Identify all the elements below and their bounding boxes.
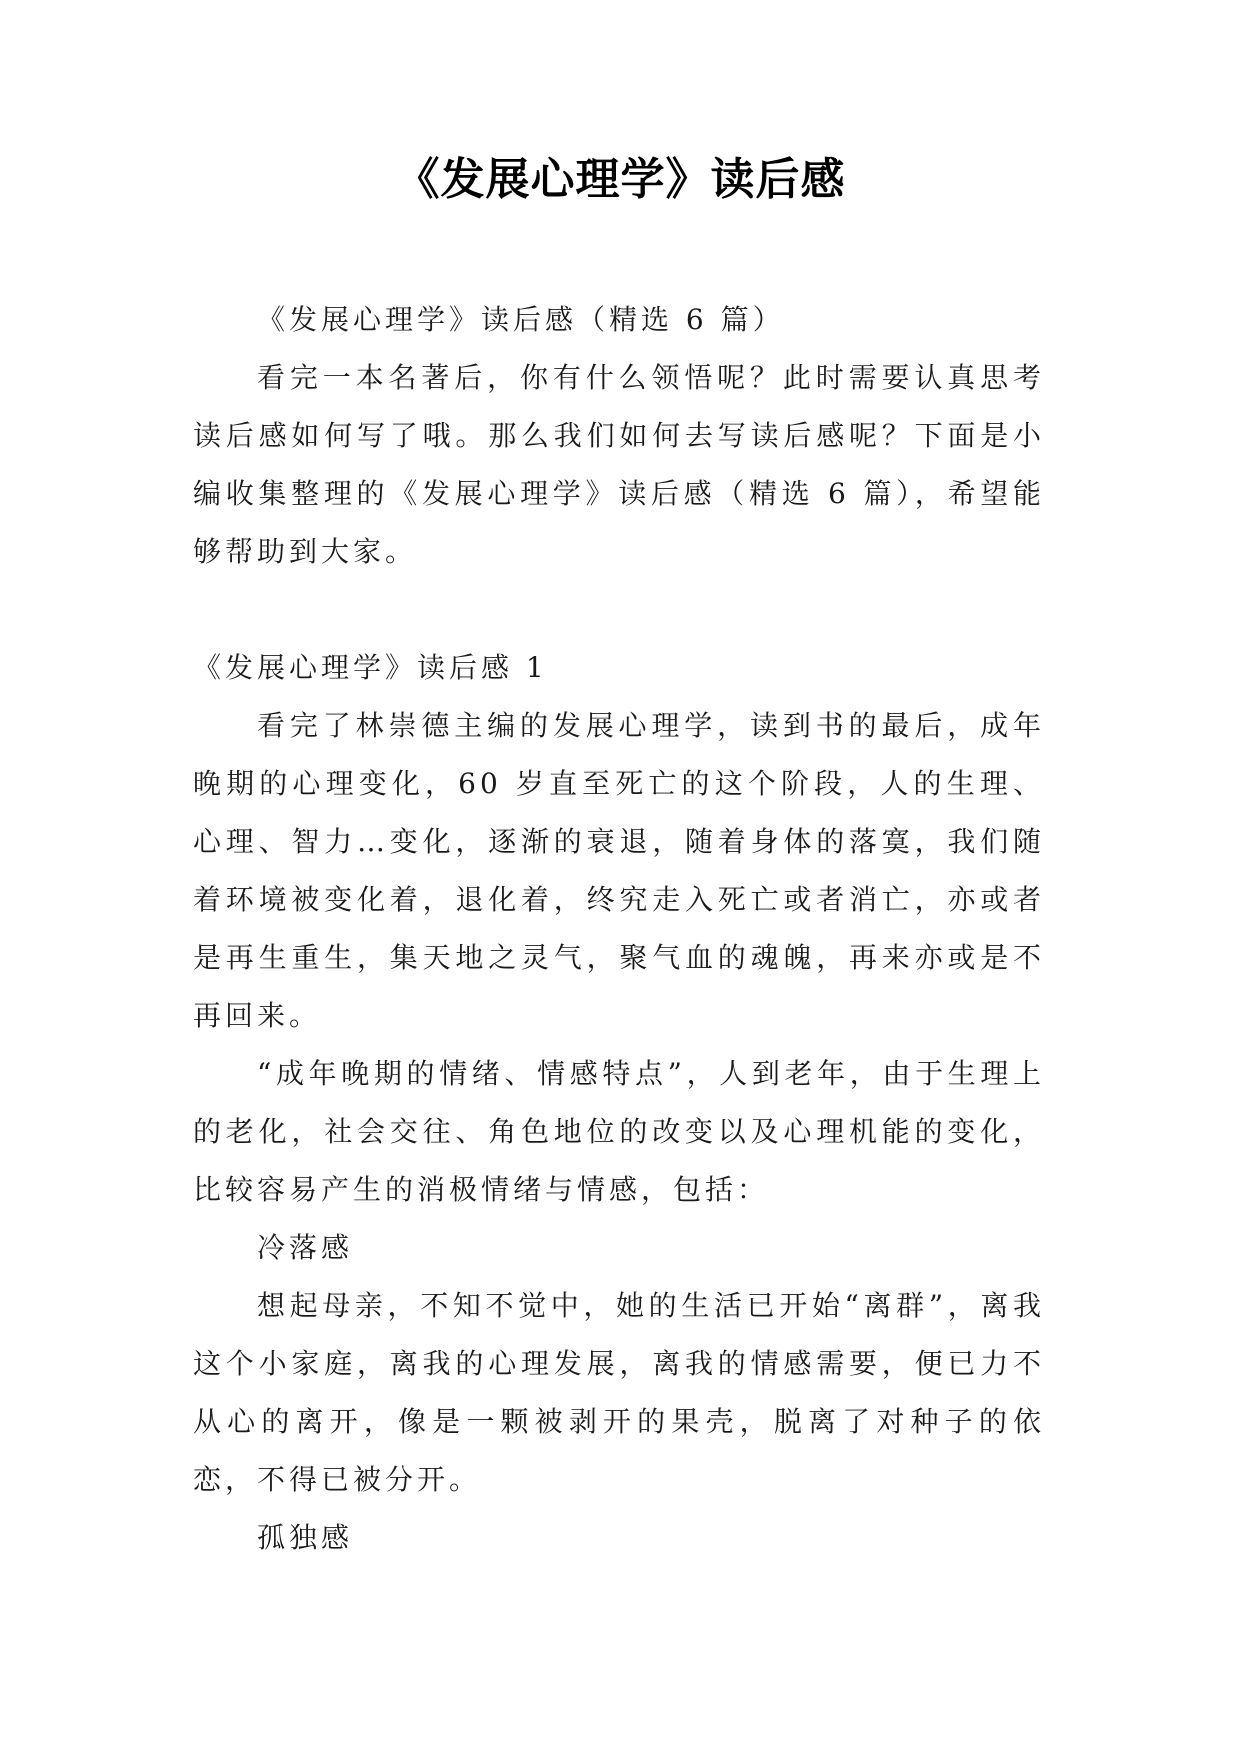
subheading-paragraph: 孤独感 [257, 1521, 354, 1554]
document-title: 《发展心理学》读后感 [395, 154, 846, 205]
body-paragraph: 看完了林崇德主编的发展心理学，读到书的最后，成年晚期的心理变化，60 岁直至死亡的这个阶段，人的生理、心理、智力…变化，逐渐的衰退，随着身体的落寞，我们随着环境被变化着，退化着，终究走入死亡或者消亡，亦或者是再生重生，集天地之灵气，聚气血的魂魄，再来亦或是不再回来。 [193, 709, 1045, 1032]
body-paragraph: “成年晚期的情绪、情感特点”，人到老年，由于生理上的老化，社会交往、角色地位的改变以及心理机能的变化，比较容易产生的消极情绪与情感，包括： [193, 1057, 1045, 1206]
subheading-paragraph: 冷落感 [257, 1231, 354, 1264]
section-heading: 《发展心理学》读后感 1 [193, 651, 548, 684]
body-paragraph: 想起母亲，不知不觉中，她的生活已开始“离群”，离我这个小家庭，离我的心理发展，离我的情感需要，便已力不从心的离开，像是一颗被剥开的果壳，脱离了对种子的依恋，不得已被分开。 [193, 1289, 1045, 1496]
document-body [193, 291, 1045, 1567]
intro-paragraph: 看完一本名著后，你有什么领悟呢？此时需要认真思考读后感如何写了哦。那么我们如何去写读后感呢？下面是小编收集整理的《发展心理学》读后感（精选 6 篇），希望能够帮助到大家。 [193, 361, 1045, 568]
subtitle-paragraph: 《发展心理学》读后感（精选 6 篇） [257, 303, 785, 336]
